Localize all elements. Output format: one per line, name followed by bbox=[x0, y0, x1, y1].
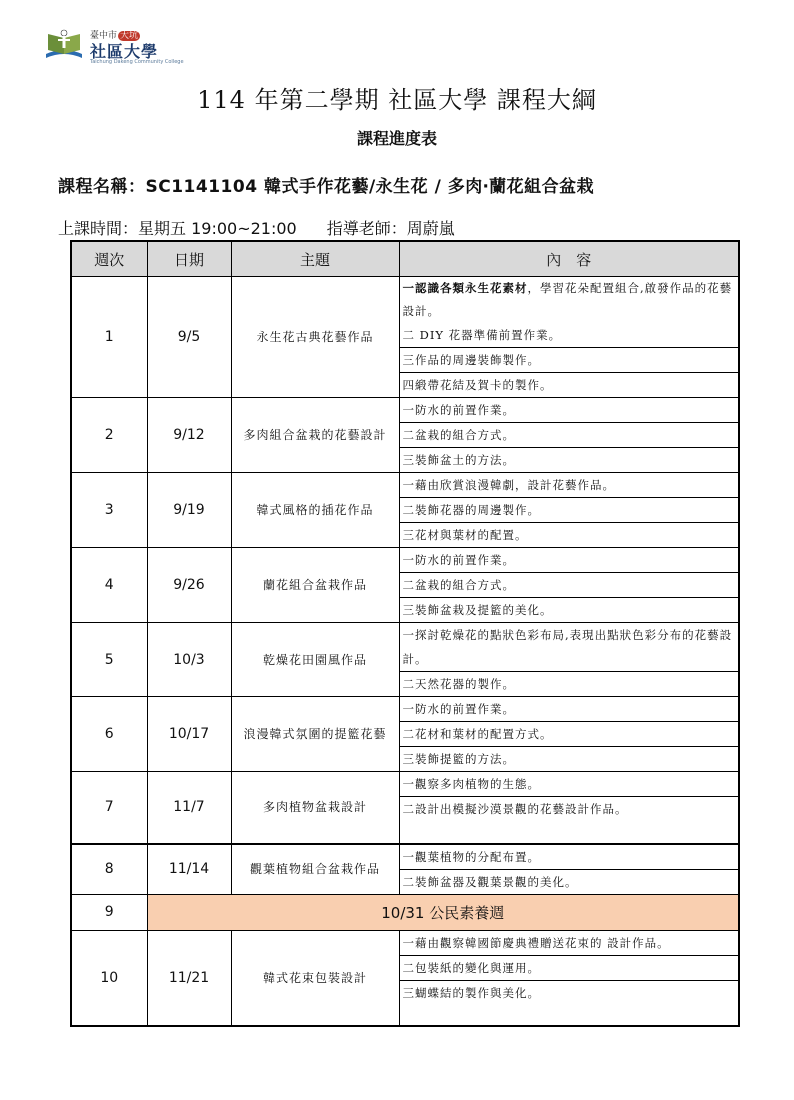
topic-cell: 永生花古典花藝作品 bbox=[231, 277, 399, 398]
table-row bbox=[71, 548, 739, 623]
topic-cell: 乾燥花田園風作品 bbox=[231, 623, 399, 697]
week-cell: 10 bbox=[71, 930, 147, 1026]
topic-cell: 蘭花組合盆栽作品 bbox=[231, 548, 399, 623]
content-line: 三裝飾提籃的方法。 bbox=[402, 752, 515, 766]
page-title: 114 年第二學期 社區大學 課程大綱 bbox=[197, 86, 597, 114]
table-row bbox=[71, 277, 739, 398]
content-line: 一防水的前置作業。 bbox=[400, 697, 739, 722]
week-cell: 5 bbox=[71, 623, 147, 697]
header-topic: 主題 bbox=[231, 241, 399, 277]
content-line: 一探討乾燥花的點狀色彩布局,表現出點狀色彩分布的花藝設計。 bbox=[400, 623, 739, 672]
logo-city: 臺中市 大坑 bbox=[90, 31, 139, 41]
content-line bbox=[400, 277, 739, 323]
content-cell bbox=[399, 772, 739, 844]
content-line: 三花材與葉材的配置。 bbox=[402, 528, 528, 542]
content-line: 四緞帶花結及賀卡的製作。 bbox=[402, 378, 553, 392]
content-line: 二天然花器的製作。 bbox=[402, 677, 515, 691]
content-line: 一防水的前置作業。 bbox=[400, 398, 739, 423]
content-line: 三作品的周邊裝飾製作。 bbox=[400, 348, 739, 373]
date-cell: 9/12 bbox=[147, 398, 231, 473]
topic-cell: 多肉組合盆栽的花藝設計 bbox=[231, 398, 399, 473]
header-week: 週次 bbox=[71, 241, 147, 277]
content-line: 一觀葉植物的分配布置。 bbox=[400, 845, 739, 870]
date-cell: 11/14 bbox=[147, 844, 231, 895]
table-row bbox=[71, 697, 739, 772]
content-line: 二盆栽的組合方式。 bbox=[400, 423, 739, 448]
content-cell bbox=[399, 398, 739, 473]
content-cell bbox=[399, 844, 739, 895]
content-line: 二包裝紙的變化與運用。 bbox=[400, 955, 739, 981]
content-line: 一觀察多肉植物的生態。 bbox=[400, 772, 739, 797]
content-line: 三裝飾盆土的方法。 bbox=[402, 453, 515, 467]
class-time: 上課時間：星期五 19:00~21:00 bbox=[58, 219, 297, 238]
topic-cell: 浪漫韓式氛圍的提籃花藝 bbox=[231, 697, 399, 772]
date-cell: 10/17 bbox=[147, 697, 231, 772]
table-row bbox=[71, 930, 739, 1026]
logo-badge: 大坑 bbox=[120, 31, 139, 41]
page-subtitle: 課程進度表 bbox=[356, 129, 437, 148]
content-bold-lead: 一認識各類永生花素材 bbox=[402, 281, 528, 295]
holiday-cell: 10/31 公民素養週 bbox=[147, 894, 739, 930]
content-line: 三蝴蝶結的製作與美化。 bbox=[402, 985, 540, 1000]
content-line: 二裝飾盆器及觀葉景觀的美化。 bbox=[402, 874, 578, 889]
college-logo bbox=[42, 26, 184, 68]
content-line: 二 DIY 花器準備前置作業。 bbox=[400, 323, 739, 348]
content-line: 一防水的前置作業。 bbox=[400, 548, 739, 573]
content-cell bbox=[399, 548, 739, 623]
week-cell: 2 bbox=[71, 398, 147, 473]
logo-name: 社區大學 bbox=[90, 42, 159, 61]
header-date: 日期 bbox=[147, 241, 231, 277]
person-book-logo-icon bbox=[44, 28, 84, 62]
content-line: 一藉由欣賞浪漫韓劇，設計花藝作品。 bbox=[400, 473, 739, 498]
topic-cell: 韓式花束包裝設計 bbox=[231, 930, 399, 1026]
schedule-table bbox=[70, 240, 740, 1027]
table-row bbox=[71, 398, 739, 473]
date-cell: 9/5 bbox=[147, 277, 231, 398]
week-cell: 3 bbox=[71, 473, 147, 548]
table-header-row bbox=[71, 241, 739, 277]
content-line: 三裝飾盆栽及提籃的美化。 bbox=[402, 603, 553, 617]
content-cell bbox=[399, 930, 739, 1026]
topic-cell: 多肉植物盆栽設計 bbox=[231, 772, 399, 844]
content-cell bbox=[399, 473, 739, 548]
week-cell: 8 bbox=[71, 844, 147, 895]
date-cell: 9/19 bbox=[147, 473, 231, 548]
table-row-holiday bbox=[71, 894, 739, 930]
date-cell: 11/21 bbox=[147, 930, 231, 1026]
content-text: ，學習花朵配置組合,啟發作品的花藝設計。 bbox=[402, 281, 733, 318]
course-name: 課程名稱：SC1141104 韓式手作花藝/永生花 / 多肉‧蘭花組合盆栽 bbox=[58, 177, 595, 197]
content-cell bbox=[399, 277, 739, 398]
logo-english: Taichung Dakeng Community College bbox=[90, 59, 184, 65]
table-row bbox=[71, 473, 739, 548]
table-row bbox=[71, 772, 739, 844]
week-cell: 6 bbox=[71, 697, 147, 772]
class-time-row bbox=[58, 216, 455, 239]
date-cell: 11/7 bbox=[147, 772, 231, 844]
content-line: 二盆栽的組合方式。 bbox=[400, 573, 739, 598]
content-cell bbox=[399, 697, 739, 772]
week-cell: 1 bbox=[71, 277, 147, 398]
table-row bbox=[71, 844, 739, 895]
week-cell: 7 bbox=[71, 772, 147, 844]
date-cell: 10/3 bbox=[147, 623, 231, 697]
topic-cell: 韓式風格的插花作品 bbox=[231, 473, 399, 548]
header-content: 內 容 bbox=[399, 241, 739, 277]
teacher-name: 指導老師：周蔚嵐 bbox=[326, 219, 455, 238]
week-cell: 4 bbox=[71, 548, 147, 623]
content-line: 二花材和葉材的配置方式。 bbox=[400, 722, 739, 747]
content-line: 二裝飾花器的周邊製作。 bbox=[400, 498, 739, 523]
date-cell: 9/26 bbox=[147, 548, 231, 623]
table-row bbox=[71, 623, 739, 697]
week-cell: 9 bbox=[71, 894, 147, 930]
topic-cell: 觀葉植物組合盆栽作品 bbox=[231, 844, 399, 895]
content-line: 二設計出模擬沙漠景觀的花藝設計作品。 bbox=[402, 802, 628, 816]
content-cell bbox=[399, 623, 739, 697]
content-line: 一藉由觀察韓國節慶典禮贈送花束的 設計作品。 bbox=[402, 935, 670, 950]
